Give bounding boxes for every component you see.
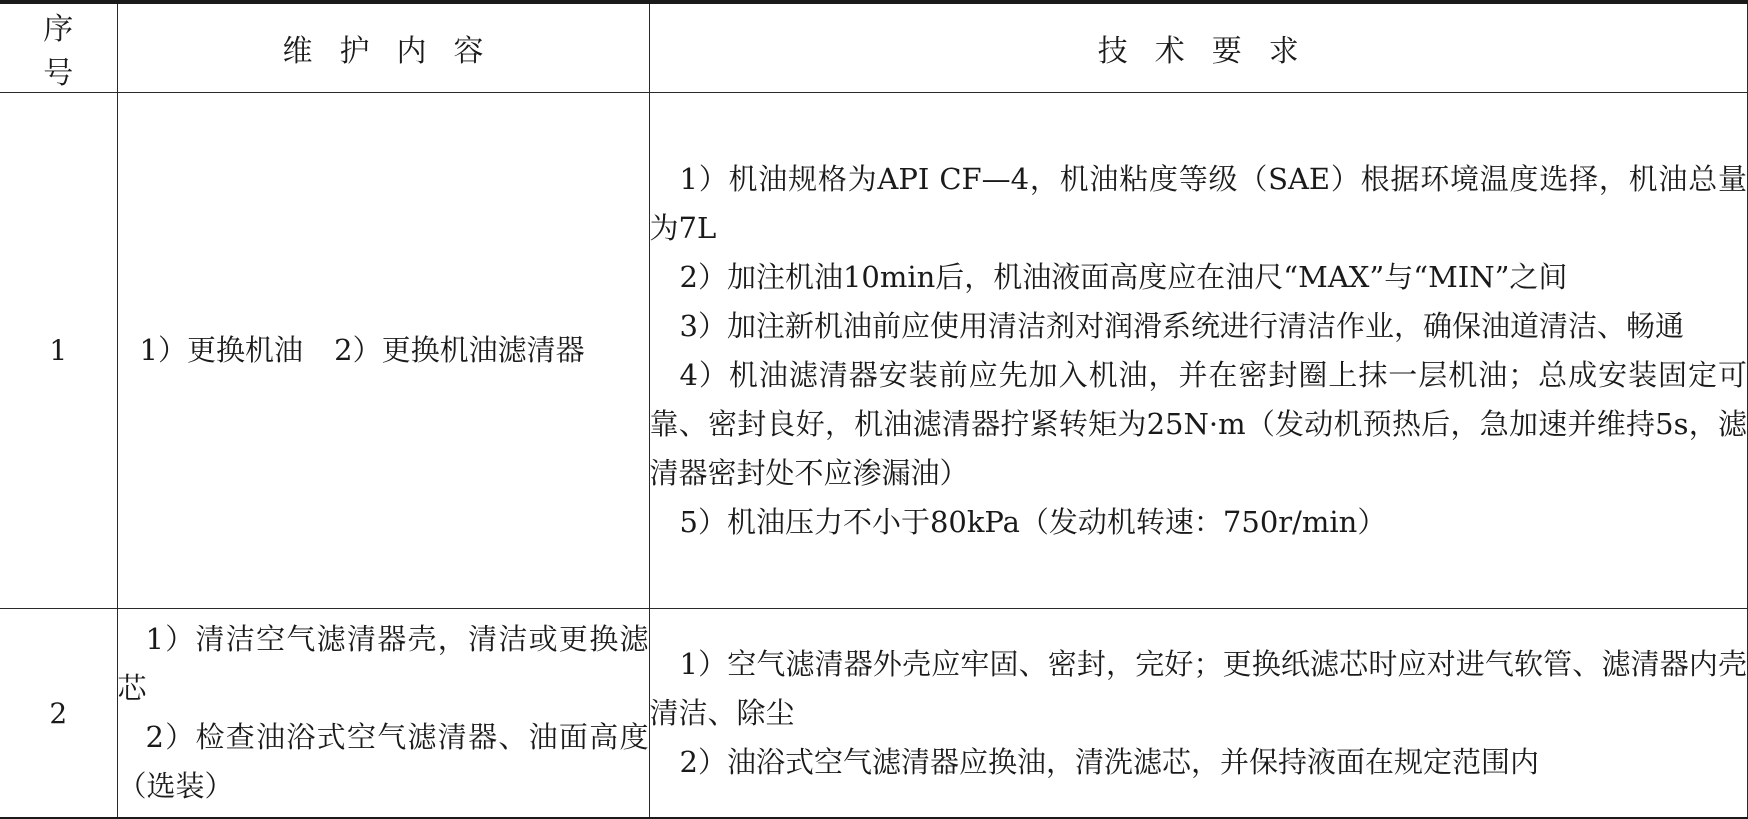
header-requirements-label: 技术要求 (1097, 34, 1326, 69)
requirement-item: 1）空气滤清器外壳应牢固、密封，完好；更换纸滤芯时应对进气软管、滤清器内壳清洁、除尘 (649, 646, 1747, 730)
requirement-item: 4）机油滤清器安装前应先加入机油，并在密封圈上抹一层机油；总成安装固定可靠、密封良好，机油滤清器拧紧转矩为25N·m（发动机预热后，急加速并维持5s，滤清器密封处不应渗漏油） (649, 357, 1747, 490)
header-cell-no (0, 2, 122, 93)
maintenance-item: 2）检查油浴式空气滤清器、油面高度（选装） (117, 720, 649, 803)
table-header-row (0, 2, 1748, 93)
requirement-item: 5）机油压力不小于80kPa（发动机转速：750r/min） (679, 504, 1387, 539)
header-no-label: 序号 (43, 12, 122, 91)
header-cell-requirements (649, 2, 1748, 93)
maintenance-content-cell (117, 609, 649, 819)
table-row (0, 93, 1748, 609)
row-number: 1 (0, 93, 117, 609)
row-number: 2 (0, 609, 117, 819)
header-content-label: 维护内容 (282, 34, 511, 69)
maintenance-item: 2）更换机油滤清器 (334, 333, 585, 367)
requirement-item: 1）机油规格为API CF—4，机油粘度等级（SAE）根据环境温度选择，机油总量为7L (649, 161, 1747, 245)
requirement-item: 2）油浴式空气滤清器应换油，清洗滤芯，并保持液面在规定范围内 (679, 744, 1539, 779)
technical-requirements-cell (649, 609, 1748, 819)
maintenance-item: 1）清洁空气滤清器壳，清洁或更换滤芯 (117, 622, 649, 705)
table-row (0, 609, 1748, 819)
header-cell-content (117, 2, 649, 93)
maintenance-item: 1）更换机油 (139, 333, 303, 367)
requirement-item: 3）加注新机油前应使用清洁剂对润滑系统进行清洁作业，确保油道清洁、畅通 (679, 308, 1684, 343)
maintenance-content-cell (117, 93, 649, 609)
technical-requirements-cell (649, 93, 1748, 609)
requirement-item: 2）加注机油10min后，机油液面高度应在油尺“MAX”与“MIN”之间 (679, 259, 1568, 294)
